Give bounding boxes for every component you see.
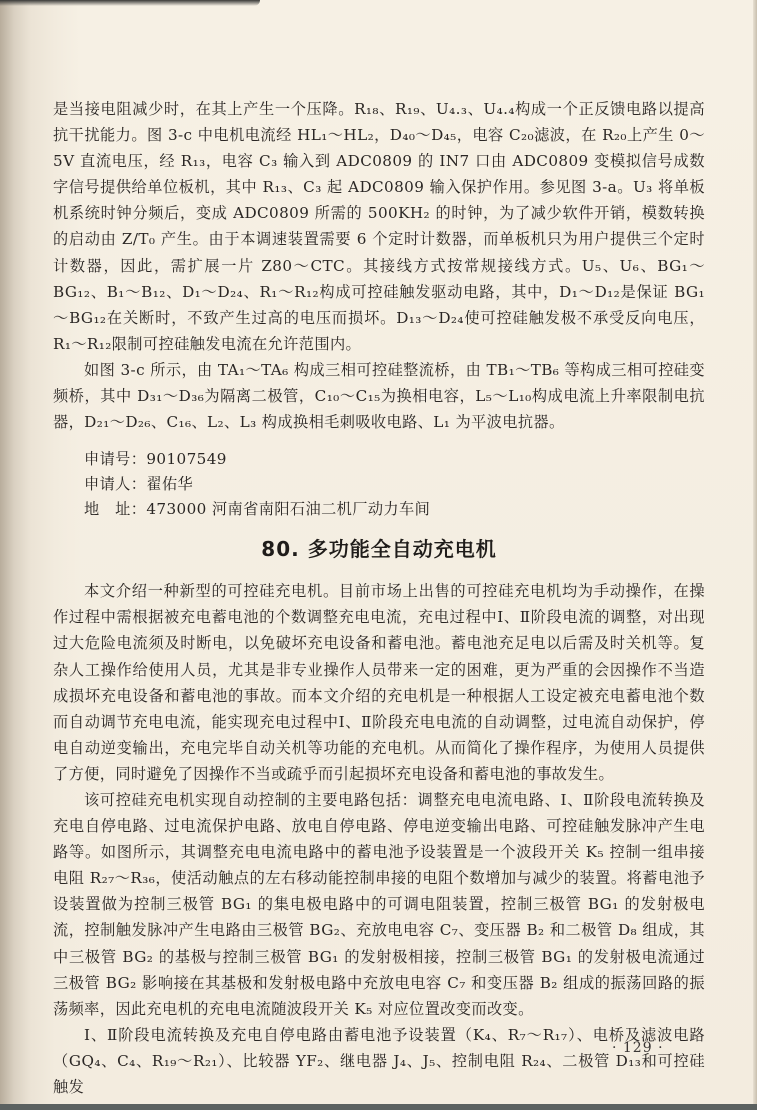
address — [53, 497, 705, 522]
applicant-value: 翟佑华 — [146, 475, 194, 494]
scan-bottom-edge — [0, 1104, 757, 1110]
applicant — [53, 472, 705, 497]
scan-shadow-top — [0, 0, 260, 6]
applicant-info — [53, 447, 705, 522]
body-paragraph: 如图 3-c 所示，由 TA₁～TA₆ 构成三相可控硅整流桥，由 TB₁～TB₆ 等构成三相可控硅变频桥，其中 D₃₁～D₃₆为隔离二极管，C₁₀～C₁₅为换相电容，L₅～L₁₀构成电流上升率限制电抗器，D₂₁～D₂₆、C₁₆、L₂、L₃ 构成换相毛刺吸收电路、L₁ 为平波电抗器。 — [53, 360, 705, 432]
address-value: 473000 河南省南阳石油二机厂动力车间 — [146, 500, 431, 519]
application-number-value: 90107549 — [146, 450, 227, 469]
applicant-label: 申请人： — [84, 475, 147, 494]
section-title: 80. 多功能全自动充电机 — [261, 537, 497, 562]
body-paragraph: 本文介绍一种新型的可控硅充电机。目前市场上出售的可控硅充电机均为手动操作，在操作过程中需根据被充电蓄电池的个数调整充电电流，充电过程中Ⅰ、Ⅱ阶段电流的调整，对出现过大危险电流须及时断电，以免破坏充电设备和蓄电池。蓄电池充足电以后需及时关机等。复杂人工操作给使用人员，尤其是非专业操作人员带来一定的困难，更为严重的会因操作不当造成损坏充电设备和蓄电池的事故。而本文介绍的充电机是一种根据人工设定被充电蓄电池个数而自动调节充电电流，能实现充电过程中Ⅰ、Ⅱ阶段充电电流的自动调整，过电流自动保护，停电自动逆变输出，充电完毕自动关机等功能的充电机。从而简化了操作程序，为使用人员提供了方便，同时避免了因操作不当或疏乎而引起损坏充电设备和蓄电池的事故发生。 — [53, 582, 705, 783]
application-number-label: 申请号： — [84, 450, 147, 469]
application-number — [53, 447, 705, 472]
body-paragraph: Ⅰ、Ⅱ阶段电流转换及充电自停电路由蓄电池予设装置（K₄、R₇～R₁₇）、电桥及滤波电路（GQ₄、C₄、R₁₉～R₂₁）、比较器 YF₂、继电器 J₄、J₅、控制电阻 R₂₄、二极管 D₁₃和可控硅触发 — [53, 1025, 705, 1096]
page-edge-right — [753, 0, 757, 1104]
address-label: 地 址： — [84, 500, 147, 519]
body-paragraph-continued: 是当接电阻减少时，在其上产生一个压降。R₁₈、R₁₉、U₄.₃、U₄.₄构成一个正反馈电路以提高抗干扰能力。图 3-c 中电机电流经 HL₁～HL₂，D₄₀～D₄₅，电容 C₂₀滤波，在 R₂₀上产生 0～5V 直流电压，经 R₁₃，电容 C₃ 输入到 ADC0809 的 IN7 口由 ADC0809 变模拟信号成数字信号提供给单位板机，其中 R₁₃、C₃ 起 ADC0809 输入保护作用。参见图 3-a。U₃ 将单板机系统时钟分频后，变成 ADC0809 所需的 500KH₂ 的时钟，为了减少软件开销，模数转换的启动由 Z/T₀ 产生。由于本调速装置需要 6 个定时计数器，而单板机只为用户提供三个定时计数器，因此，需扩展一片 Z80～CTC。其接线方式按常规接线方式。U₅、U₆、BG₁～BG₁₂、B₁～B₁₂、D₁～D₂₄、R₁～R₁₂构成可控硅触发驱动电路，其中，D₁～D₁₂是保证 BG₁～BG₁₂在关断时，不致产生过高的电压而损坏。D₁₃～D₂₄使可控硅触发极不承受反向电压，R₁～R₁₂限制可控硅触发电流在允许范围内。 — [53, 100, 705, 353]
body-paragraph: 该可控硅充电机实现自动控制的主要电路包括：调整充电电流电路、Ⅰ、Ⅱ阶段电流转换及充电自停电路、过电流保护电路、放电自停电路、停电逆变输出电路、可控硅触发脉冲产生电路等。如图所示，其调整充电电流电路中的蓄电池予设装置是一个波段开关 K₅ 控制一组串接电阻 R₂₇～R₃₆，使活动触点的左右移动能控制串接的电阻个数增加与减少的装置。将蓄电池予设装置做为控制三极管 BG₁ 的集电极电路中的可调电阻装置，控制三极管 BG₁ 的发射极电流，控制触发脉冲产生电路由三极管 BG₂、充放电电容 C₇、变压器 B₂ 和二极管 D₈ 组成，其中三极管 BG₂ 的基极与控制三极管 BG₁ 的发射极相接，控制三极管 BG₁ 的发射极电流通过三极管 BG₂ 影响接在其基极和发射极电路中充放电电容 C₇ 和变压器 B₂ 组成的振荡回路的振荡频率，因此充电机的充电电流随波段开关 K₅ 对应位置改变而改变。 — [53, 790, 705, 1018]
page-number: · 129 · — [612, 1040, 664, 1056]
page-content — [53, 96, 705, 1100]
